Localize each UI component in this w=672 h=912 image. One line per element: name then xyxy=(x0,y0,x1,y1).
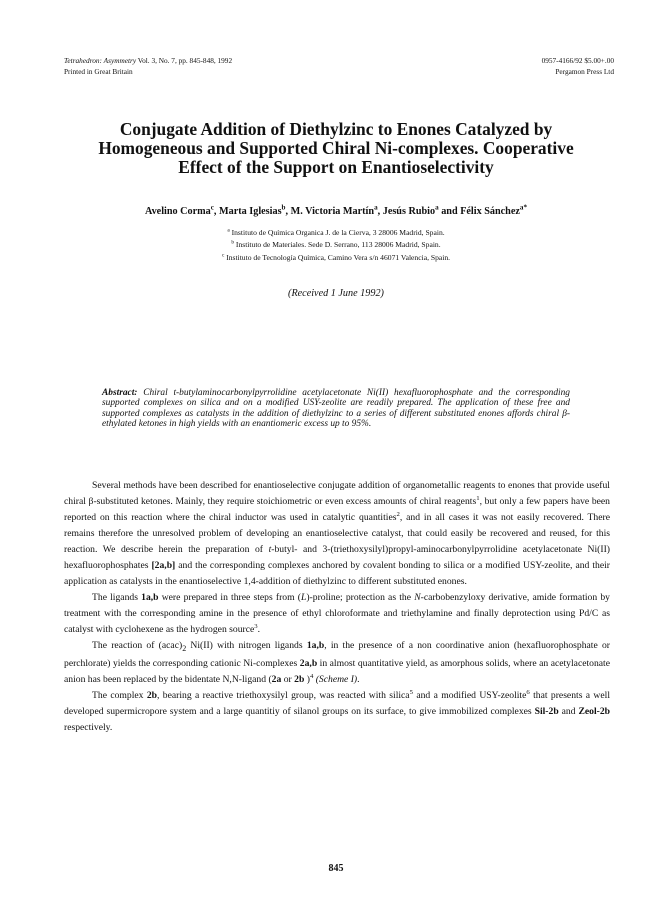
reference-mark: 3 xyxy=(254,622,258,630)
page-number: 845 xyxy=(328,863,344,874)
paragraph: The complex 2b, bearing a reactive triethoxysilyl group, was reacted with silica$^5$ and a modified USY-zeolite$^6$ that presents a well developed supermicropore system and a large quantitiy of silanol groups on its surface, to give immobilized complexes Sil-2b and Zeol-2b respectively. xyxy=(64,689,610,734)
reference-mark: 5 xyxy=(409,689,413,697)
header-left xyxy=(64,56,232,77)
journal-citation xyxy=(64,56,232,67)
author: Marta Iglesias$^b$, xyxy=(219,203,291,217)
paragraph: The reaction of $(acac)_2$ Ni(II) with nitrogen ligands 1a,b, in the presence of a non coordinative anion (hexafluorophosphate or perchlorate) yields the corresponding cationic Ni-complexes 2a,b in almost quantitative yield, as amorphous solids, where an acetylacetonate anion has been replaced by the bidentate N,N-ligand (2a or 2b )$^4$ (Scheme I). xyxy=(64,639,611,686)
compound-label: Sil-2b xyxy=(534,706,559,718)
compound-label: Zeol-2b xyxy=(578,706,610,718)
paragraph: Several methods have been described for enantioselective conjugate addition of organometallic reagents to enones that provide useful chiral β-substituted ketones. Mainly, they require stoichiometric or even excess amounts of chiral reagents$^1$, but only a few papers have been reported on this reaction where the chiral inductor was used in catalytic quantities$^2$, and in all cases it was not easily recovered. There remains therefore the unresolved problem of developing an enantioselective catalyst, that could easily be recovered and reused, for this reaction. We describe herein the preparation of t-butyl- and 3-(triethoxysilyl)propyl-aminocarbonylpyrrolidine acetylacetonate Ni(II) hexafluorophosphates [2a,b] and the corresponding complexes anchored by covalent bonding to silica or a modified USY-zeolite, and their application as catalysts in the enantioselective 1,4-addition of diethylzinc to different substituted enones. xyxy=(64,480,610,587)
title-line: Homogeneous and Supported Chiral Ni-complexes. Cooperative xyxy=(98,138,574,158)
article-title xyxy=(60,120,612,177)
reference-mark: 1 xyxy=(476,494,480,502)
title-line: Conjugate Addition of Diethylzinc to Enones Catalyzed by xyxy=(119,119,553,139)
printed-in: Printed in Great Britain xyxy=(64,66,133,76)
compound-label: 2b xyxy=(294,674,305,686)
abstract xyxy=(102,388,570,429)
paragraph: The ligands 1a,b were prepared in three steps from (L)-proline; protection as the N-carbobenzyloxy derivative, amide formation by treatment with the corresponding amine in the presence of ethyl chloroformate and triethylamine and finally deprotection using Pd/C as catalyst with cyclohexene as the hydrogen source$^3$. xyxy=(64,591,610,635)
title-line: Effect of the Support on Enantioselectivity xyxy=(178,157,494,177)
reference-mark: 6 xyxy=(526,689,530,697)
author: Jesús Rubio$^a$ and xyxy=(382,203,461,217)
volume-info: Vol. 3, No. 7, pp. 845-848, 1992 xyxy=(136,56,233,65)
author: M. Victoria Martín$^a$, xyxy=(290,203,383,217)
issn-price: 0957-4166/92 $5.00+.00 xyxy=(541,56,614,65)
header-right xyxy=(542,56,614,77)
received-date: (Received 1 June 1992) xyxy=(288,288,384,299)
compound-label: 2a,b xyxy=(299,658,318,670)
author: Félix Sánchez$^{a*}$ xyxy=(460,203,528,217)
journal-name: Tetrahedron: Asymmetry xyxy=(64,56,137,65)
affiliation: $^b$ Instituto de Materiales. Sede D. Serrano, 113 28006 Madrid, Spain. xyxy=(231,239,441,250)
author: Avelino Corma$^c$, xyxy=(144,203,219,217)
scheme-reference: (Scheme I) xyxy=(313,674,358,686)
reference-mark: 4 xyxy=(309,673,314,681)
author-list xyxy=(60,203,612,217)
compound-label: 2a xyxy=(271,674,282,686)
affiliation: $^c$ Instituto de Tecnología Química, Camino Vera s/n 46071 Valencia, Spain. xyxy=(221,252,451,262)
compound-label: 1a,b xyxy=(141,591,159,603)
abstract-label: Abstract: xyxy=(102,388,138,398)
compound-label: 2b xyxy=(146,690,157,702)
abstract-text: Chiral t-butylaminocarbonylpyrrolidine acetylacetonate Ni(II) hexafluorophosphate and the corresponding supported complexes on silica and on a modified USY-zeolite are readily prepared. The application of these free and supported complexes as catalysts in the addition of diethylzinc to a series of different substituted enones affords chiral β-ethylated ketones in high yields with an enantiomeric excess up to 95%. xyxy=(102,388,570,429)
publisher: Pergamon Press Ltd xyxy=(555,66,614,76)
reference-mark: 2 xyxy=(396,510,400,518)
compound-label: 1a,b xyxy=(306,639,325,651)
affiliation: $^a$ Instituto de Química Organica J. de la Cierva, 3 28006 Madrid, Spain. xyxy=(227,227,445,237)
affiliations xyxy=(60,227,612,264)
compound-label: [2a,b] xyxy=(151,559,176,571)
article-body xyxy=(64,478,610,736)
